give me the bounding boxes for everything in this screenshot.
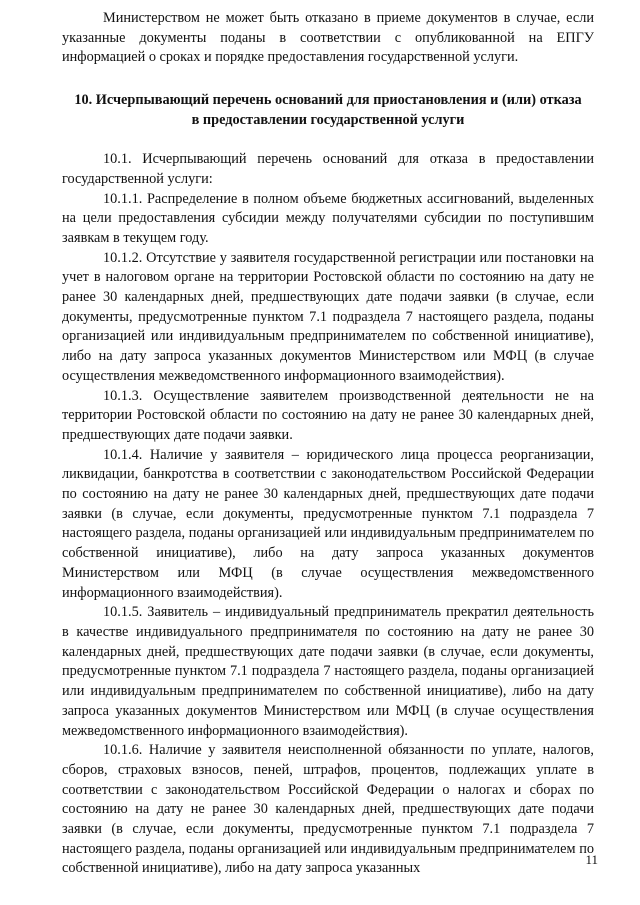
- paragraph-10-1: 10.1. Исчерпывающий перечень оснований для отказа в предоставлении государственной услуги:: [62, 151, 594, 187]
- intro-paragraph: Министерством не может быть отказано в приеме документов в случае, если указанные документы поданы в соответствии с опубликованной на ЕПГУ информацией о сроках и порядке предоставления государственной услуги.: [62, 10, 594, 66]
- paragraph-10-1-5: 10.1.5. Заявитель – индивидуальный предприниматель прекратил деятельность в качестве индивидуального предпринимателя по состоянию на дату не ранее 30 календарных дней, предшествующих дате подачи заявки (в случае, если документы, предусмотренные пунктом 7.1 подраздела 7 настоящего раздела, поданы организацией или индивидуальным предпринимателем по собственной инициативе), либо на дату запроса указанных документов Министерством или МФЦ (в случае осуществления межведомственного информационного взаимодействия).: [62, 604, 594, 739]
- document-body: [62, 9, 594, 879]
- paragraph-10-1-4: 10.1.4. Наличие у заявителя – юридического лица процесса реорганизации, ликвидации, банкротства в соответствии с законодательством Российской Федерации по состоянию на дату не ранее 30 календарных дней, предшествующих дате подачи заявки (в случае, если документы, предусмотренные пунктом 7.1 подраздела 7 настоящего раздела, поданы организацией или индивидуальным предпринимателем по собственной инициативе), либо на дату запроса указанных документов Министерством или МФЦ (в случае осуществления межведомственного информационного взаимодействия).: [62, 446, 594, 601]
- paragraph-10-1-2: 10.1.2. Отсутствие у заявителя государственной регистрации или постановки на учет в налоговом органе на территории Ростовской области по состоянию на дату не ранее 30 календарных дней, предшествующих дате подачи заявки (в случае, если документы, предусмотренные пунктом 7.1 подраздела 7 настоящего раздела, поданы организацией или индивидуальным предпринимателем по собственной инициативе), либо на дату запроса указанных документов Министерством или МФЦ (в случае осуществления межведомственного информационного взаимодействия).: [62, 249, 594, 384]
- paragraph-10-1-6: 10.1.6. Наличие у заявителя неисполненной обязанности по уплате, налогов, сборов, страховых взносов, пеней, штрафов, процентов, подлежащих уплате в соответствии с законодательством Российской Федерации о налогах и сборах по состоянию на дату не ранее 30 календарных дней, предшествующих дате подачи заявки (в случае, если документы, предусмотренные пунктом 7.1 подраздела 7 настоящего раздела, поданы организацией или индивидуальным предпринимателем по собственной инициативе), либо на дату запроса указанных: [62, 742, 594, 877]
- section-heading: 10. Исчерпывающий перечень оснований для приостановления и (или) отказа в предоставлении государственной услуги: [74, 92, 582, 129]
- page-number: 11: [585, 852, 598, 867]
- paragraph-10-1-3: 10.1.3. Осуществление заявителем производственной деятельности не на территории Ростовской области по состоянию на дату не ранее 30 календарных дней, предшествующих дате подачи заявки.: [62, 387, 594, 443]
- paragraph-10-1-1: 10.1.1. Распределение в полном объеме бюджетных ассигнований, выделенных на цели предоставления субсидии между получателями субсидии по поступившим заявкам в текущем году.: [62, 190, 594, 246]
